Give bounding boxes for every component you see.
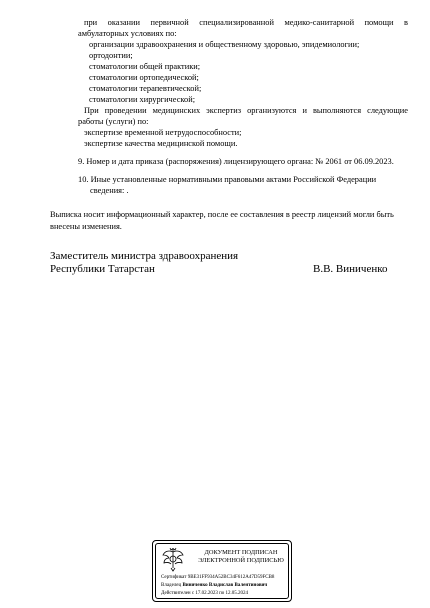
services-intro-line1: при оказании первичной специализированной медико-санитарной помощи в: [84, 18, 408, 27]
stamp-title: [193, 549, 289, 565]
certificate-number: 9BE31FF934A52BC34F612A47D59FCB8: [187, 575, 275, 580]
informational-note: Выписка носит информационный характер, после ее составления в реестр лицензий могли быть внесены изменения.: [50, 210, 394, 231]
item-10-line1: 10. Иные установленные нормативными правовыми актами Российской Федерации: [78, 175, 377, 184]
service-item: ортодонтии;: [89, 51, 133, 60]
validity-line: Действителен с 17.02.2023 по 12.05.2024: [161, 591, 248, 596]
owner-label: Владелец: [161, 583, 182, 588]
electronic-signature-stamp: [152, 540, 292, 602]
expertise-line2: работы (услуги) по:: [78, 117, 149, 126]
certificate-line: [161, 575, 274, 581]
item-9: 9. Номер и дата приказа (распоряжения) лицензирующего органа: № 2061 от 06.09.2023.: [78, 157, 394, 166]
owner-line: [161, 583, 267, 589]
stamp-title-line2: ЭЛЕКТРОННОЙ ПОДПИСЬЮ: [198, 557, 284, 564]
expertise-line1: При проведении медицинских экспертиз организуются и выполняются следующие: [84, 106, 408, 115]
item-10-line2: сведения: .: [90, 186, 129, 195]
service-item: стоматологии ортопедической;: [89, 73, 199, 82]
stamp-title-line1: ДОКУМЕНТ ПОДПИСАН: [204, 549, 278, 556]
service-item: стоматологии общей практики;: [89, 62, 201, 71]
service-item: стоматологии хирургической;: [89, 95, 196, 104]
signatory-position-line1: Заместитель министра здравоохранения: [50, 250, 239, 262]
signatory-position-line2: Республики Татарстан: [50, 263, 155, 275]
coat-of-arms-icon: [161, 546, 185, 572]
service-item: стоматологии терапевтической;: [89, 84, 202, 93]
expertise-item: экспертизе качества медицинской помощи.: [84, 139, 238, 148]
services-intro-line2: амбулаторных условиях по:: [78, 29, 177, 38]
signatory-name: В.В. Виниченко: [313, 263, 388, 275]
service-item: организации здравоохранения и общественному здоровью, эпидемиологии;: [89, 40, 360, 49]
owner-name: Виниченко Владислав Валентинович: [182, 583, 268, 588]
certificate-label: Сертификат: [161, 575, 187, 580]
expertise-item: экспертизе временной нетрудоспособности;: [84, 128, 242, 137]
